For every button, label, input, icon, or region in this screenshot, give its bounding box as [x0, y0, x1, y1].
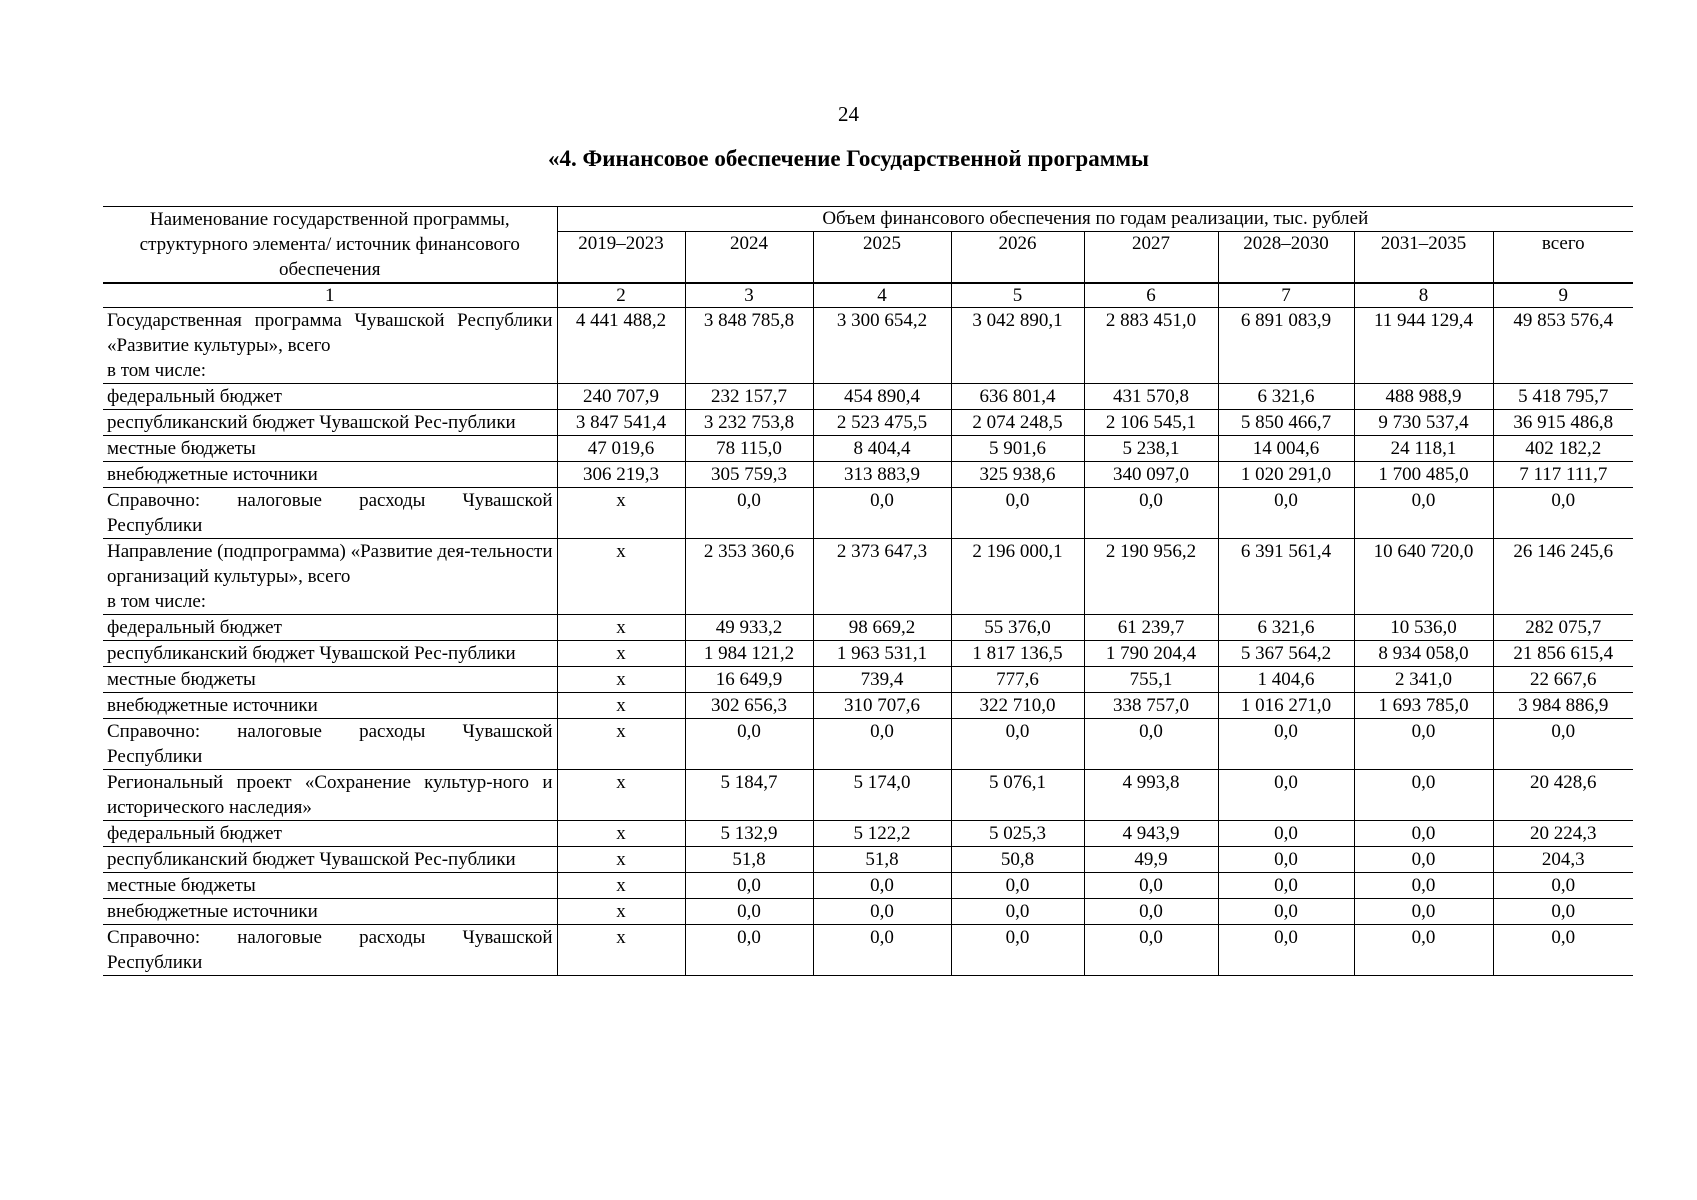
value-cell: 8 934 058,0 [1354, 641, 1493, 667]
value-cell: 454 890,4 [813, 384, 951, 410]
value-cell: 0,0 [1354, 925, 1493, 976]
value-cell: 11 944 129,4 [1354, 308, 1493, 384]
row-label [103, 873, 557, 899]
value-cell: 20 224,3 [1493, 821, 1633, 847]
value-cell: 5 076,1 [951, 770, 1084, 821]
page-number: 24 [838, 102, 859, 126]
value-cell: 20 428,6 [1493, 770, 1633, 821]
row-label [103, 641, 557, 667]
value-cell: 0,0 [685, 719, 813, 770]
value-cell: 55 376,0 [951, 615, 1084, 641]
value-cell: 1 404,6 [1218, 667, 1354, 693]
value-cell: 3 847 541,4 [557, 410, 685, 436]
row-label [103, 693, 557, 719]
row-label [103, 410, 557, 436]
value-cell: 51,8 [813, 847, 951, 873]
value-cell: 8 404,4 [813, 436, 951, 462]
row-label-line: Справочно: налоговые расходы Чувашской Республики [107, 721, 553, 767]
value-cell: 777,6 [951, 667, 1084, 693]
table-row [103, 925, 1633, 976]
row-label-line: Государственная программа Чувашской Республики «Развитие культуры», всего [107, 310, 553, 356]
value-cell: 21 856 615,4 [1493, 641, 1633, 667]
value-cell: 636 801,4 [951, 384, 1084, 410]
value-cell: 5 418 795,7 [1493, 384, 1633, 410]
value-cell: 0,0 [951, 719, 1084, 770]
row-label [103, 615, 557, 641]
value-cell: 0,0 [1354, 821, 1493, 847]
row-label [103, 384, 557, 410]
value-cell: 338 757,0 [1084, 693, 1218, 719]
value-cell: 2 190 956,2 [1084, 539, 1218, 615]
value-cell: 5 132,9 [685, 821, 813, 847]
value-cell: 0,0 [951, 925, 1084, 976]
row-label-line: Региональный проект «Сохранение культур-ного и исторического наследия» [107, 772, 553, 818]
value-cell: 302 656,3 [685, 693, 813, 719]
value-cell: 0,0 [1218, 899, 1354, 925]
table-row [103, 693, 1633, 719]
row-label-line: республиканский бюджет Чувашской Рес-публики [107, 412, 516, 433]
row-label-line: Направление (подпрограмма) «Развитие дея-тельности организаций культуры», всего [107, 541, 553, 587]
value-cell: 0,0 [813, 488, 951, 539]
value-cell: 0,0 [1218, 719, 1354, 770]
value-cell: 0,0 [1354, 488, 1493, 539]
value-cell: 431 570,8 [1084, 384, 1218, 410]
value-cell: 0,0 [813, 899, 951, 925]
section-title: «4. Финансовое обеспечение Государственной программы [548, 146, 1149, 171]
value-cell: 0,0 [1218, 873, 1354, 899]
table-row [103, 384, 1633, 410]
value-cell: 5 122,2 [813, 821, 951, 847]
value-cell: 3 300 654,2 [813, 308, 951, 384]
value-cell: 6 891 083,9 [1218, 308, 1354, 384]
value-cell: 3 232 753,8 [685, 410, 813, 436]
value-cell: 2 353 360,6 [685, 539, 813, 615]
row-label [103, 488, 557, 539]
table-row [103, 847, 1633, 873]
column-number: 7 [1218, 283, 1354, 308]
value-cell: 24 118,1 [1354, 436, 1493, 462]
row-label-line: в том числе: [107, 360, 207, 381]
value-cell: 0,0 [1354, 899, 1493, 925]
value-cell: х [557, 873, 685, 899]
value-cell: 61 239,7 [1084, 615, 1218, 641]
value-cell: 1 016 271,0 [1218, 693, 1354, 719]
row-label [103, 899, 557, 925]
year-column-header: 2028–2030 [1218, 232, 1354, 284]
value-cell: 1 020 291,0 [1218, 462, 1354, 488]
table-row [103, 436, 1633, 462]
row-label [103, 436, 557, 462]
value-cell: 0,0 [951, 488, 1084, 539]
value-cell: х [557, 847, 685, 873]
row-label-line: федеральный бюджет [107, 823, 282, 844]
value-cell: 0,0 [685, 488, 813, 539]
value-cell: х [557, 667, 685, 693]
year-column-header: 2025 [813, 232, 951, 284]
value-cell: 5 174,0 [813, 770, 951, 821]
value-cell: 47 019,6 [557, 436, 685, 462]
value-cell: 313 883,9 [813, 462, 951, 488]
value-cell: 49 853 576,4 [1493, 308, 1633, 384]
value-cell: 49,9 [1084, 847, 1218, 873]
value-cell: 50,8 [951, 847, 1084, 873]
value-cell: 49 933,2 [685, 615, 813, 641]
row-label [103, 847, 557, 873]
row-label [103, 667, 557, 693]
row-label-line: Справочно: налоговые расходы Чувашской Республики [107, 927, 553, 973]
value-cell: 6 391 561,4 [1218, 539, 1354, 615]
value-cell: 1 693 785,0 [1354, 693, 1493, 719]
table-row [103, 410, 1633, 436]
value-cell: 0,0 [1218, 488, 1354, 539]
row-label-line: внебюджетные источники [107, 695, 318, 716]
value-cell: 0,0 [1493, 488, 1633, 539]
value-cell: 0,0 [813, 873, 951, 899]
value-cell: 0,0 [1218, 770, 1354, 821]
value-cell: 14 004,6 [1218, 436, 1354, 462]
value-cell: 0,0 [813, 719, 951, 770]
value-cell: 2 883 451,0 [1084, 308, 1218, 384]
value-cell: 5 901,6 [951, 436, 1084, 462]
value-cell: 5 238,1 [1084, 436, 1218, 462]
row-label [103, 539, 557, 615]
column-number: 6 [1084, 283, 1218, 308]
value-cell: 2 074 248,5 [951, 410, 1084, 436]
value-cell: 0,0 [951, 873, 1084, 899]
value-cell: 0,0 [1354, 847, 1493, 873]
year-column-header: 2027 [1084, 232, 1218, 284]
table-row [103, 770, 1633, 821]
table-row [103, 615, 1633, 641]
value-cell: 0,0 [1084, 899, 1218, 925]
table-row [103, 719, 1633, 770]
row-label-line: Справочно: налоговые расходы Чувашской Республики [107, 490, 553, 536]
value-cell: 0,0 [1354, 770, 1493, 821]
funding-volume-header: Объем финансового обеспечения по годам реализации, тыс. рублей [557, 207, 1633, 232]
value-cell: 36 915 486,8 [1493, 410, 1633, 436]
value-cell: х [557, 925, 685, 976]
value-cell: 739,4 [813, 667, 951, 693]
value-cell: 0,0 [685, 873, 813, 899]
row-label [103, 770, 557, 821]
value-cell: 305 759,3 [685, 462, 813, 488]
value-cell: 488 988,9 [1354, 384, 1493, 410]
value-cell: 310 707,6 [813, 693, 951, 719]
row-label [103, 462, 557, 488]
value-cell: 0,0 [1493, 873, 1633, 899]
row-label-line: федеральный бюджет [107, 617, 282, 638]
row-label-line: внебюджетные источники [107, 464, 318, 485]
row-label-line: федеральный бюджет [107, 386, 282, 407]
column-number: 4 [813, 283, 951, 308]
value-cell: х [557, 641, 685, 667]
value-cell: 5 850 466,7 [1218, 410, 1354, 436]
column-number: 2 [557, 283, 685, 308]
value-cell: 4 993,8 [1084, 770, 1218, 821]
value-cell: 1 817 136,5 [951, 641, 1084, 667]
value-cell: 10 640 720,0 [1354, 539, 1493, 615]
value-cell: х [557, 539, 685, 615]
column-number: 8 [1354, 283, 1493, 308]
column-number: 5 [951, 283, 1084, 308]
value-cell: 340 097,0 [1084, 462, 1218, 488]
value-cell: 98 669,2 [813, 615, 951, 641]
value-cell: 0,0 [1084, 925, 1218, 976]
row-label-line: местные бюджеты [107, 438, 256, 459]
value-cell: 3 042 890,1 [951, 308, 1084, 384]
value-cell: 322 710,0 [951, 693, 1084, 719]
value-cell: 2 523 475,5 [813, 410, 951, 436]
table-row [103, 488, 1633, 539]
row-label-line: местные бюджеты [107, 669, 256, 690]
year-column-header: 2019–2023 [557, 232, 685, 284]
row-label-line: внебюджетные источники [107, 901, 318, 922]
value-cell: 10 536,0 [1354, 615, 1493, 641]
row-label [103, 821, 557, 847]
value-cell: 232 157,7 [685, 384, 813, 410]
value-cell: 78 115,0 [685, 436, 813, 462]
value-cell: 402 182,2 [1493, 436, 1633, 462]
value-cell: х [557, 770, 685, 821]
value-cell: 0,0 [1354, 873, 1493, 899]
value-cell: 1 790 204,4 [1084, 641, 1218, 667]
value-cell: 0,0 [1493, 899, 1633, 925]
table-row [103, 873, 1633, 899]
value-cell: 22 667,6 [1493, 667, 1633, 693]
value-cell: 2 373 647,3 [813, 539, 951, 615]
year-column-header: 2031–2035 [1354, 232, 1493, 284]
value-cell: 51,8 [685, 847, 813, 873]
value-cell: 0,0 [1218, 925, 1354, 976]
value-cell: 4 943,9 [1084, 821, 1218, 847]
value-cell: 325 938,6 [951, 462, 1084, 488]
value-cell: 0,0 [1084, 719, 1218, 770]
row-label [103, 925, 557, 976]
value-cell: 0,0 [685, 899, 813, 925]
value-cell: 5 025,3 [951, 821, 1084, 847]
value-cell: 0,0 [685, 925, 813, 976]
value-cell: х [557, 821, 685, 847]
value-cell: 9 730 537,4 [1354, 410, 1493, 436]
financing-table [103, 206, 1633, 976]
value-cell: х [557, 693, 685, 719]
row-label [103, 719, 557, 770]
value-cell: 0,0 [1493, 925, 1633, 976]
value-cell: 5 367 564,2 [1218, 641, 1354, 667]
value-cell: 755,1 [1084, 667, 1218, 693]
value-cell: 0,0 [1218, 847, 1354, 873]
value-cell: 240 707,9 [557, 384, 685, 410]
column-number: 9 [1493, 283, 1633, 308]
value-cell: 5 184,7 [685, 770, 813, 821]
table-row [103, 641, 1633, 667]
value-cell: 0,0 [813, 925, 951, 976]
value-cell: х [557, 899, 685, 925]
value-cell: 26 146 245,6 [1493, 539, 1633, 615]
value-cell: 0,0 [1493, 719, 1633, 770]
row-label-line: в том числе: [107, 591, 207, 612]
value-cell: 6 321,6 [1218, 384, 1354, 410]
value-cell: х [557, 615, 685, 641]
value-cell: 7 117 111,7 [1493, 462, 1633, 488]
year-column-header: 2026 [951, 232, 1084, 284]
value-cell: 6 321,6 [1218, 615, 1354, 641]
year-column-header: всего [1493, 232, 1633, 284]
value-cell: 2 341,0 [1354, 667, 1493, 693]
row-label-line: республиканский бюджет Чувашской Рес-публики [107, 643, 516, 664]
column-number: 1 [103, 283, 557, 308]
row-label [103, 308, 557, 384]
table-row [103, 462, 1633, 488]
table-row [103, 308, 1633, 384]
value-cell: х [557, 488, 685, 539]
value-cell: 1 700 485,0 [1354, 462, 1493, 488]
value-cell: 1 984 121,2 [685, 641, 813, 667]
value-cell: 3 984 886,9 [1493, 693, 1633, 719]
row-label-line: местные бюджеты [107, 875, 256, 896]
value-cell: 204,3 [1493, 847, 1633, 873]
value-cell: 0,0 [1354, 719, 1493, 770]
column-number: 3 [685, 283, 813, 308]
table-row [103, 667, 1633, 693]
value-cell: 0,0 [1084, 488, 1218, 539]
value-cell: 16 649,9 [685, 667, 813, 693]
name-column-header: Наименование государственной программы, структурного элемента/ источник финансового обеспечения [103, 207, 557, 284]
year-column-header: 2024 [685, 232, 813, 284]
table-row [103, 899, 1633, 925]
value-cell: 4 441 488,2 [557, 308, 685, 384]
value-cell: 0,0 [951, 899, 1084, 925]
value-cell: 306 219,3 [557, 462, 685, 488]
value-cell: 2 106 545,1 [1084, 410, 1218, 436]
table-row [103, 821, 1633, 847]
value-cell: 0,0 [1084, 873, 1218, 899]
value-cell: х [557, 719, 685, 770]
value-cell: 1 963 531,1 [813, 641, 951, 667]
value-cell: 282 075,7 [1493, 615, 1633, 641]
value-cell: 2 196 000,1 [951, 539, 1084, 615]
row-label-line: республиканский бюджет Чувашской Рес-публики [107, 849, 516, 870]
table-row [103, 539, 1633, 615]
value-cell: 3 848 785,8 [685, 308, 813, 384]
value-cell: 0,0 [1218, 821, 1354, 847]
